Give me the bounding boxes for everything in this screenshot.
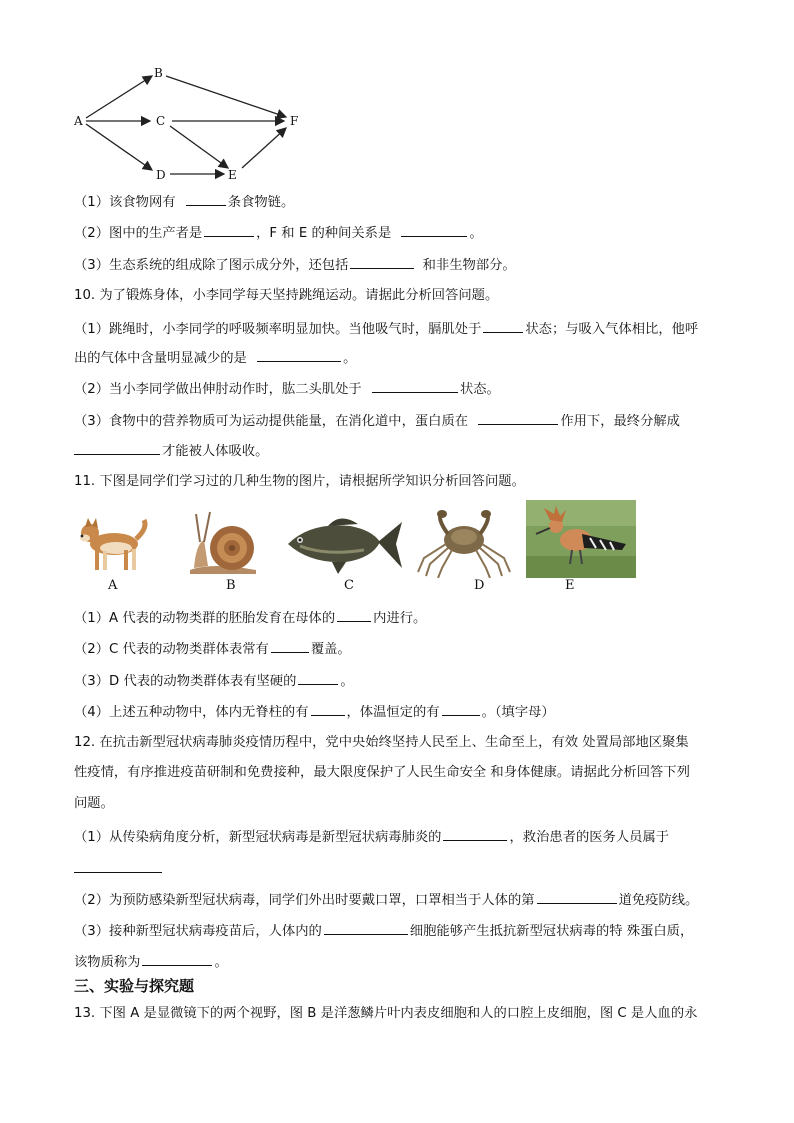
q10-part1-tail: 。 bbox=[343, 351, 357, 366]
q9-part3-tail: 和非生物部分。 bbox=[422, 258, 516, 273]
answer-blank[interactable] bbox=[186, 191, 226, 206]
label-b: B bbox=[226, 578, 236, 593]
hoopoe-image bbox=[526, 500, 636, 578]
answer-blank[interactable] bbox=[74, 858, 162, 873]
arrow-e-f bbox=[242, 128, 286, 168]
q11-part3-tail: 。 bbox=[340, 674, 354, 689]
label-e: E bbox=[565, 578, 575, 593]
answer-blank[interactable] bbox=[337, 607, 371, 622]
q12-part3 bbox=[74, 920, 693, 942]
q11-stem: 11. 下图是同学们学习过的几种生物的图片，请根据所学知识分析回答问题。 bbox=[74, 474, 525, 489]
arrow-a-b bbox=[86, 76, 152, 118]
snail-image bbox=[182, 504, 264, 576]
arrow-b-f bbox=[166, 76, 286, 117]
node-c: C bbox=[156, 114, 166, 128]
node-b: B bbox=[154, 66, 163, 80]
answer-blank[interactable] bbox=[372, 378, 458, 393]
q12-stem-line1: 12. 在抗击新型冠状病毒肺炎疫情历程中，党中央始终坚持人民至上、生命至上，有效 处置局部地区聚集 bbox=[74, 735, 689, 750]
q10-part2 bbox=[74, 378, 500, 400]
answer-blank[interactable] bbox=[350, 254, 414, 269]
label-d: D bbox=[474, 578, 485, 593]
q10-part1 bbox=[74, 318, 698, 340]
q10-part3 bbox=[74, 410, 680, 432]
arrow-c-e bbox=[170, 126, 228, 168]
q12-part3-mid: 细胞能够产生抵抗新型冠状病毒的特 殊蛋白质， bbox=[409, 924, 694, 939]
answer-blank[interactable] bbox=[74, 440, 160, 455]
q9-part2 bbox=[74, 222, 483, 244]
label-c: C bbox=[344, 578, 354, 593]
answer-blank[interactable] bbox=[257, 347, 341, 362]
q9-part3-text: （3）生态系统的组成除了图示成分外，还包括 bbox=[74, 258, 349, 273]
q10-part3-cont bbox=[74, 440, 268, 462]
q9-part2-text: （2）图中的生产者是 bbox=[74, 226, 203, 241]
dog-image bbox=[74, 506, 154, 576]
node-a: A bbox=[74, 114, 83, 128]
food-web-diagram bbox=[60, 60, 320, 185]
q12-stem-line3: 问题。 bbox=[74, 796, 114, 811]
q12-part3-text: （3）接种新型冠状病毒疫苗后，人体内的 bbox=[74, 924, 322, 939]
q10-part1-mid: 状态；与吸入气体相比，他呼 bbox=[525, 322, 699, 337]
answer-blank[interactable] bbox=[204, 222, 254, 237]
q12-part3-cont bbox=[74, 951, 228, 973]
q11-part2 bbox=[74, 638, 351, 660]
q10-part2-tail: 状态。 bbox=[459, 382, 500, 397]
q12-part1 bbox=[74, 826, 669, 848]
q10-part1-text2: 出的气体中含量明显减少的是 bbox=[74, 351, 247, 366]
q12-part3-text2: 该物质称为 bbox=[74, 955, 141, 970]
node-e: E bbox=[228, 168, 237, 182]
q11-part3 bbox=[74, 670, 354, 692]
answer-blank[interactable] bbox=[442, 701, 480, 716]
label-a: A bbox=[108, 578, 118, 593]
q11-part4-text: （4）上述五种动物中，体内无脊柱的有 bbox=[74, 705, 309, 720]
q10-part2-text: （2）当小李同学做出伸肘动作时，肱二头肌处于 bbox=[74, 382, 362, 397]
answer-blank[interactable] bbox=[311, 701, 345, 716]
q12-part1-text: （1）从传染病角度分析，新型冠状病毒是新型冠状病毒肺炎的 bbox=[74, 830, 442, 845]
q12-part3-tail: 。 bbox=[214, 955, 228, 970]
q10-part3-tail: 才能被人体吸收。 bbox=[162, 444, 269, 459]
q9-part2-tail: 。 bbox=[469, 226, 483, 241]
answer-blank[interactable] bbox=[483, 318, 523, 333]
q12-part2 bbox=[74, 889, 698, 911]
node-d: D bbox=[156, 168, 166, 182]
q12-part1-mid: ，救治患者的医务人员属于 bbox=[509, 830, 670, 845]
answer-blank[interactable] bbox=[271, 638, 309, 653]
q11-part4 bbox=[74, 701, 555, 723]
q9-part1 bbox=[74, 191, 294, 213]
q10-part1-text: （1）跳绳时，小李同学的呼吸频率明显加快。当他吸气时，膈肌处于 bbox=[74, 322, 482, 337]
q11-part3-text: （3）D 代表的动物类群体表有坚硬的 bbox=[74, 674, 297, 689]
section-title: 三、实验与探究题 bbox=[74, 977, 195, 995]
answer-blank[interactable] bbox=[478, 410, 558, 425]
fish-image bbox=[280, 510, 404, 576]
q11-part1-text: （1）A 代表的动物类群的胚胎发育在母体的 bbox=[74, 611, 336, 626]
answer-blank[interactable] bbox=[537, 889, 617, 904]
q10-part3-mid: 作用下，最终分解成 bbox=[560, 414, 680, 429]
answer-blank[interactable] bbox=[401, 222, 467, 237]
node-f: F bbox=[290, 114, 299, 128]
q10-part1-cont bbox=[74, 347, 356, 369]
q13-stem-line1: 13. 下图 A 是显微镜下的两个视野，图 B 是洋葱鳞片叶内表皮细胞和人的口腔上皮细胞，图 C 是人血的永 bbox=[74, 1006, 698, 1021]
q10-part3-text: （3）食物中的营养物质可为运动提供能量，在消化道中，蛋白质在 bbox=[74, 414, 469, 429]
q9-part1-tail: 条食物链。 bbox=[227, 195, 295, 210]
answer-blank[interactable] bbox=[443, 826, 507, 841]
q10-stem: 10. 为了锻炼身体，小李同学每天坚持跳绳运动。请据此分析回答问题。 bbox=[74, 288, 499, 303]
q11-part4-tail: 。（填字母） bbox=[481, 705, 555, 720]
q9-part2-mid: ，F 和 E 的种间关系是 bbox=[256, 226, 392, 241]
q11-part1-tail: 内进行。 bbox=[373, 611, 427, 626]
q12-part2-tail: 道免疫防线。 bbox=[618, 893, 699, 908]
q9-part1-text: （1）该食物网有 bbox=[74, 195, 176, 210]
answer-blank[interactable] bbox=[142, 951, 212, 966]
q11-part2-text: （2）C 代表的动物类群体表常有 bbox=[74, 642, 269, 657]
q11-part4-mid: ，体温恒定的有 bbox=[346, 705, 440, 720]
crab-image bbox=[412, 506, 516, 578]
arrow-a-d bbox=[86, 124, 152, 170]
q12-part1-cont bbox=[74, 858, 164, 880]
q12-stem-line2: 性疫情，有序推进疫苗研制和免费接种，最大限度保护了人民生命安全 和身体健康。请据此分析回答下列 bbox=[74, 765, 690, 780]
q9-part3 bbox=[74, 254, 516, 276]
answer-blank[interactable] bbox=[298, 670, 338, 685]
answer-blank[interactable] bbox=[324, 920, 408, 935]
q11-part2-tail: 覆盖。 bbox=[310, 642, 351, 657]
q12-part2-text: （2）为预防感染新型冠状病毒，同学们外出时要戴口罩，口罩相当于人体的第 bbox=[74, 893, 535, 908]
q11-part1 bbox=[74, 607, 426, 629]
